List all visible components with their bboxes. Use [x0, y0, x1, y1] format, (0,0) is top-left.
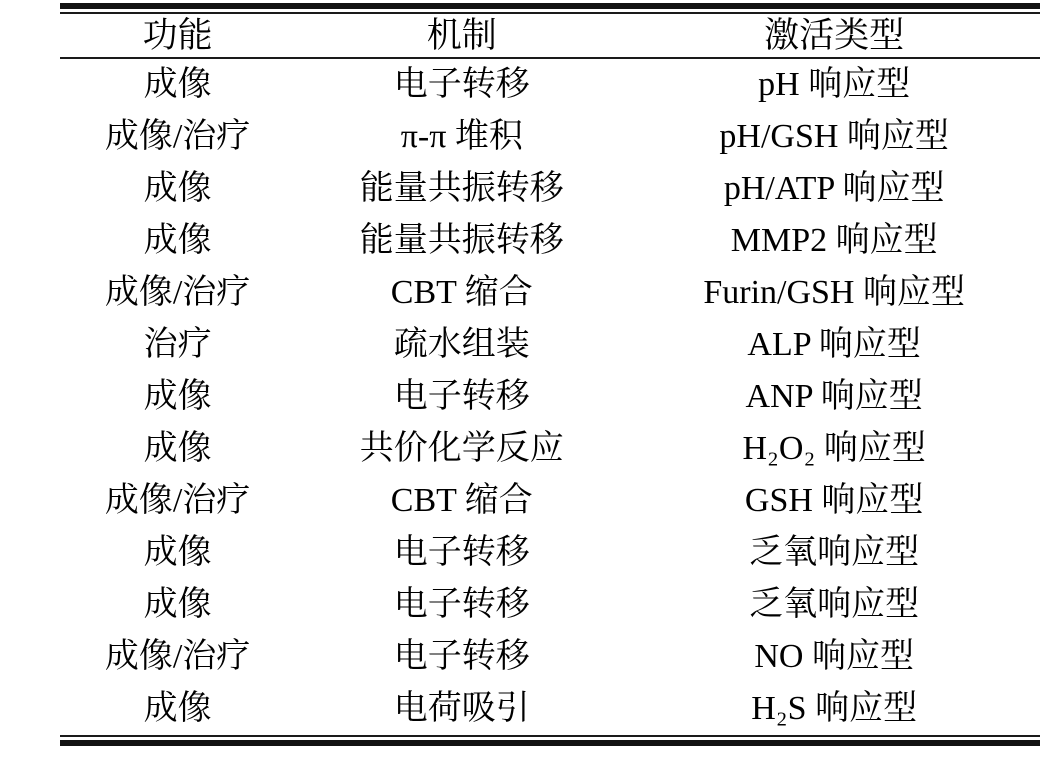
cell-function: 成像: [143, 378, 212, 415]
cell-mechanism: CBT 缩合: [390, 274, 533, 311]
three-line-table: [60, 3, 1040, 746]
table-body: [60, 59, 1040, 735]
cell-activation: pH/GSH 响应型: [719, 118, 949, 155]
cell-mechanism: 电子转移: [393, 534, 530, 571]
table-row: [60, 267, 1040, 319]
column-header-mechanism: 机制: [426, 16, 497, 55]
cell-mechanism: 电子转移: [393, 66, 530, 103]
cell-mechanism: π-π 堆积: [400, 118, 523, 155]
cell-function: 成像/治疗: [104, 638, 251, 675]
cell-mechanism: 能量共振转移: [359, 170, 564, 207]
table-row: [60, 423, 1040, 475]
cell-function: 成像: [143, 222, 212, 259]
table-row: [60, 683, 1040, 735]
cell-mechanism: 能量共振转移: [359, 222, 564, 259]
table-row: [60, 527, 1040, 579]
table-header-row: [60, 14, 1040, 57]
column-header-function: 功能: [142, 16, 213, 55]
cell-activation: ALP 响应型: [747, 326, 921, 363]
cell-mechanism: 共价化学反应: [359, 430, 564, 467]
cell-mechanism: 电子转移: [393, 378, 530, 415]
bottom-rule-thick: [60, 740, 1040, 746]
cell-activation: pH/ATP 响应型: [723, 170, 945, 207]
cell-activation: 乏氧响应型: [749, 534, 920, 571]
cell-function: 治疗: [143, 326, 212, 363]
cell-function: 成像: [143, 430, 212, 467]
cell-activation: 乏氧响应型: [749, 586, 920, 623]
table-row: [60, 111, 1040, 163]
cell-function: 成像/治疗: [104, 118, 251, 155]
cell-activation: ANP 响应型: [745, 378, 923, 415]
cell-function: 成像: [143, 690, 212, 727]
cell-mechanism: 电子转移: [393, 638, 530, 675]
cell-activation: GSH 响应型: [744, 482, 924, 519]
cell-mechanism: CBT 缩合: [390, 482, 533, 519]
cell-function: 成像: [143, 586, 212, 623]
table-row: [60, 579, 1040, 631]
table-row: [60, 215, 1040, 267]
cell-activation: H₂S 响应型: [751, 690, 918, 727]
table-row: [60, 371, 1040, 423]
cell-mechanism: 电荷吸引: [393, 690, 530, 727]
cell-function: 成像: [143, 170, 212, 207]
table-row: [60, 631, 1040, 683]
cell-mechanism: 疏水组装: [393, 326, 530, 363]
table-row: [60, 475, 1040, 527]
cell-activation: Furin/GSH 响应型: [703, 274, 965, 311]
cell-activation: NO 响应型: [754, 638, 914, 675]
table-row: [60, 319, 1040, 371]
cell-mechanism: 电子转移: [393, 586, 530, 623]
cell-function: 成像: [143, 534, 212, 571]
cell-function: 成像: [143, 66, 212, 103]
cell-function: 成像/治疗: [104, 274, 251, 311]
table-row: [60, 59, 1040, 111]
table-row: [60, 163, 1040, 215]
cell-activation: H₂O₂ 响应型: [742, 430, 926, 467]
cell-activation: MMP2 响应型: [730, 222, 938, 259]
cell-function: 成像/治疗: [104, 482, 251, 519]
cell-activation: pH 响应型: [758, 66, 911, 103]
column-header-activation: 激活类型: [764, 16, 905, 55]
